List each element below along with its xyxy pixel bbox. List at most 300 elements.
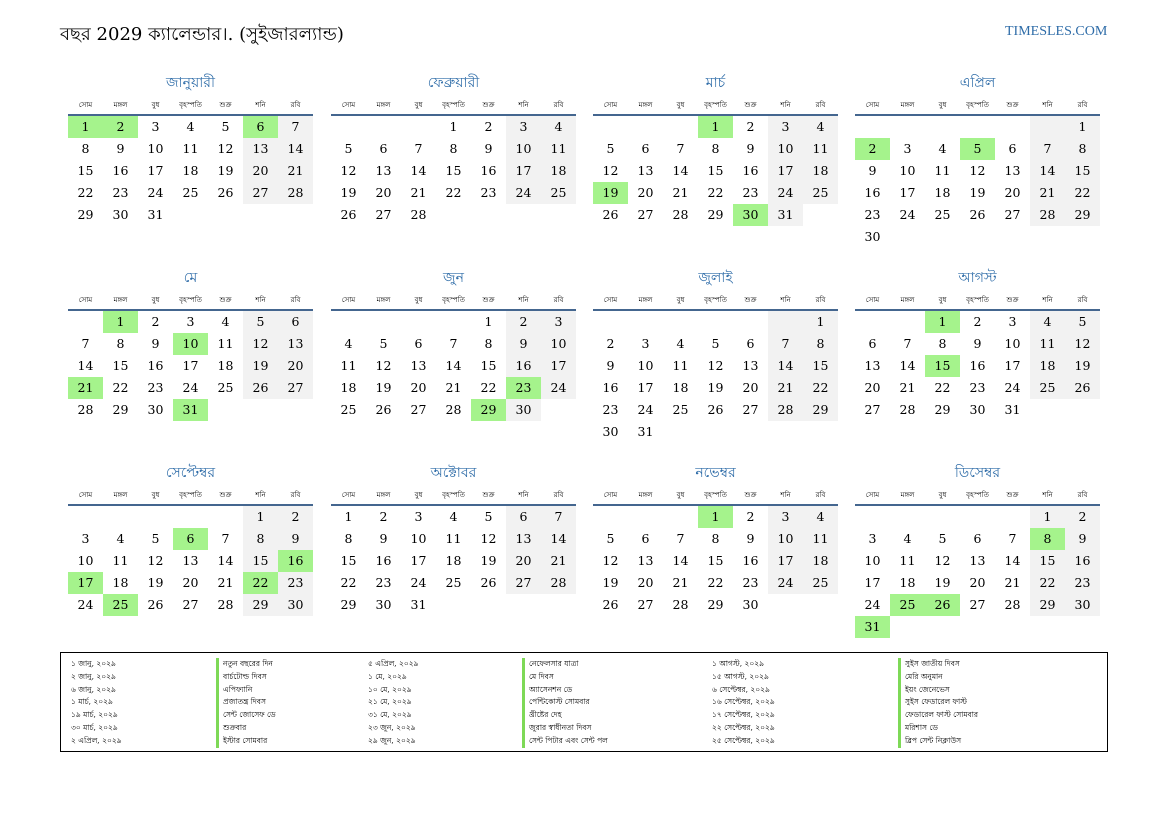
day-cell: 10 (1004, 336, 1021, 351)
day-cell: 4 (344, 336, 353, 351)
day-cell: 13 (1004, 163, 1021, 178)
day-cell: 3 (186, 314, 195, 329)
holiday-date: ২ জানু, ২০২৯ (71, 671, 116, 681)
month-name: জুন (443, 270, 464, 286)
day-cell: 18 (934, 185, 951, 200)
holiday-date: ১০ মে, ২০২৯ (368, 684, 412, 694)
day-cell: 18 (445, 553, 462, 568)
day-cell: 1 (1065, 116, 1100, 138)
day-cell: 3 (768, 506, 803, 528)
holiday-date: ৫ এপ্রিল, ২০২৯ (368, 659, 419, 668)
empty-cell (366, 116, 401, 138)
day-cell: 28 (77, 402, 94, 417)
empty-cell (855, 506, 890, 528)
holiday-name: সুইস ফেডারেল ফাস্ট (898, 696, 978, 709)
day-cell: 4 (186, 119, 195, 134)
day-cell: 12 (340, 163, 357, 178)
day-cell: 7 (676, 531, 685, 546)
month-block (855, 73, 1100, 248)
weekday-label: সোম (865, 296, 880, 304)
day-cell: 1 (344, 509, 353, 524)
day-cell: 3 (414, 509, 423, 524)
day-cell: 5 (379, 336, 388, 351)
empty-cell (173, 506, 208, 528)
day-cell: 2 (606, 336, 615, 351)
day-cell: 14 (278, 138, 313, 160)
empty-cell (401, 116, 436, 138)
month-block (68, 463, 313, 616)
day-cell: 16 (742, 553, 759, 568)
weekday-label: শনি (518, 296, 529, 304)
day-cell: 15 (803, 355, 838, 377)
day-cell: 20 (278, 355, 313, 377)
day-cell: 10 (637, 358, 654, 373)
weekday-label: বৃহস্পতি (442, 101, 465, 109)
day-cell: 19 (707, 380, 724, 395)
holiday-day-cell: 6 (243, 116, 278, 138)
weekday-label: রবি (815, 296, 826, 304)
day-cell: 1 (243, 506, 278, 528)
day-cell: 22 (480, 380, 497, 395)
day-cell: 16 (602, 380, 619, 395)
weekday-label: বৃহস্পতি (704, 491, 727, 499)
day-cell: 27 (375, 207, 392, 222)
weekday-label: বৃহস্পতি (704, 101, 727, 109)
day-cell: 27 (969, 597, 986, 612)
day-cell: 1 (449, 119, 458, 134)
day-cell: 28 (410, 207, 427, 222)
day-cell: 28 (899, 402, 916, 417)
empty-cell (593, 506, 628, 528)
day-cell: 24 (506, 182, 541, 204)
day-cell: 27 (410, 402, 427, 417)
day-cell: 29 (243, 594, 278, 616)
empty-cell (68, 506, 103, 528)
day-cell: 4 (803, 116, 838, 138)
brand-link[interactable]: TIMESLES.COM (1005, 24, 1108, 39)
day-cell: 19 (969, 185, 986, 200)
empty-cell (401, 311, 436, 333)
day-cell: 12 (602, 553, 619, 568)
holiday-name-column (522, 658, 608, 748)
day-cell: 27 (182, 597, 199, 612)
month-name: ডিসেম্বর (954, 465, 1001, 481)
weekday-label: বৃহস্পতি (179, 101, 202, 109)
day-grid (331, 506, 576, 616)
holiday-name: বার্চটোল্ড দিবস (216, 671, 276, 684)
day-cell: 9 (746, 141, 755, 156)
day-cell: 6 (506, 506, 541, 528)
empty-cell (995, 506, 1030, 528)
day-cell: 26 (147, 597, 164, 612)
day-cell: 11 (112, 553, 129, 568)
day-cell: 27 (278, 377, 313, 399)
holiday-name: ইস্টার সোমবার (216, 735, 276, 748)
day-cell: 31 (768, 204, 803, 226)
weekday-label: মঙ্গল (376, 296, 391, 304)
day-cell: 23 (112, 185, 129, 200)
weekday-label: সোম (78, 101, 93, 109)
holiday-date: ১৭ সেপ্টেম্বর, ২০২৯ (712, 710, 775, 720)
weekday-header (68, 486, 313, 506)
day-cell: 16 (742, 163, 759, 178)
holiday-date-column (712, 658, 775, 748)
day-cell: 3 (151, 119, 160, 134)
day-cell: 10 (410, 531, 427, 546)
holiday-name: মে দিবস (522, 671, 608, 684)
day-cell: 4 (938, 141, 947, 156)
day-cell: 13 (278, 333, 313, 355)
day-cell: 25 (934, 207, 951, 222)
empty-cell (733, 311, 768, 333)
day-cell: 14 (410, 163, 427, 178)
day-cell: 22 (1065, 182, 1100, 204)
weekday-label: বৃহস্পতি (442, 296, 465, 304)
day-cell: 23 (375, 575, 392, 590)
day-cell: 8 (711, 141, 720, 156)
weekday-header (855, 291, 1100, 311)
day-cell: 30 (278, 594, 313, 616)
day-cell: 14 (217, 553, 234, 568)
holiday-day-cell: 31 (173, 399, 208, 421)
day-cell: 18 (1030, 355, 1065, 377)
weekday-label: শনি (780, 491, 791, 499)
day-grid (68, 116, 313, 226)
weekday-label: রবি (553, 101, 564, 109)
day-cell: 18 (899, 575, 916, 590)
day-cell: 10 (768, 528, 803, 550)
day-cell: 23 (480, 185, 497, 200)
day-cell: 20 (637, 185, 654, 200)
day-cell: 11 (445, 531, 462, 546)
month-name: অক্টোবর (430, 465, 477, 481)
day-cell: 30 (969, 402, 986, 417)
day-cell: 8 (81, 141, 90, 156)
day-cell: 16 (375, 553, 392, 568)
day-cell: 17 (147, 163, 164, 178)
empty-cell (593, 311, 628, 333)
day-cell: 5 (1065, 311, 1100, 333)
day-cell: 16 (864, 185, 881, 200)
day-cell: 17 (899, 185, 916, 200)
weekday-header (331, 486, 576, 506)
day-cell: 13 (742, 358, 759, 373)
weekday-label: বৃহস্পতি (966, 491, 989, 499)
day-cell: 14 (1004, 553, 1021, 568)
holiday-list (60, 652, 1108, 752)
page-title: বছর 2029 ক্যালেন্ডার।. (সুইজারল্যান্ড) (60, 24, 344, 45)
day-cell: 5 (484, 509, 493, 524)
weekday-label: বৃহস্পতি (704, 296, 727, 304)
day-cell: 21 (672, 575, 689, 590)
weekday-header (68, 291, 313, 311)
holiday-date-column (368, 658, 419, 748)
day-cell: 7 (81, 336, 90, 351)
holiday-day-cell: 22 (243, 572, 278, 594)
day-cell: 14 (672, 163, 689, 178)
day-cell: 24 (864, 597, 881, 612)
day-cell: 13 (182, 553, 199, 568)
day-cell: 26 (969, 207, 986, 222)
holiday-date: ৬ জানু, ২০২৯ (71, 684, 116, 694)
day-cell: 8 (938, 336, 947, 351)
month-block (855, 268, 1100, 421)
day-cell: 26 (243, 377, 278, 399)
day-cell: 9 (506, 333, 541, 355)
day-cell: 27 (742, 402, 759, 417)
day-cell: 22 (707, 185, 724, 200)
holiday-date: ২ এপ্রিল, ২০২৯ (71, 735, 122, 745)
empty-cell (890, 116, 925, 138)
day-cell: 30 (602, 424, 619, 439)
day-cell: 5 (221, 119, 230, 134)
day-cell: 8 (711, 531, 720, 546)
empty-cell (436, 311, 471, 333)
day-cell: 11 (899, 553, 916, 568)
weekday-label: শুক্র (482, 491, 495, 499)
holiday-date: ২৩ জুন, ২০২৯ (368, 722, 416, 732)
weekday-header (855, 486, 1100, 506)
day-cell: 14 (445, 358, 462, 373)
holiday-date: ৬ সেপ্টেম্বর, ২০২৯ (712, 684, 770, 694)
day-cell: 16 (112, 163, 129, 178)
weekday-label: শনি (255, 101, 266, 109)
day-cell: 29 (803, 399, 838, 421)
day-cell: 25 (541, 182, 576, 204)
day-cell: 21 (899, 380, 916, 395)
day-cell: 24 (768, 572, 803, 594)
holiday-name: সেন্ট পিটার এবং সেন্ট পল (522, 735, 608, 748)
holiday-day-cell: 15 (925, 355, 960, 377)
day-cell: 29 (1030, 594, 1065, 616)
weekday-label: মঙ্গল (376, 101, 391, 109)
day-cell: 18 (803, 550, 838, 572)
day-cell: 15 (480, 358, 497, 373)
empty-cell (890, 506, 925, 528)
weekday-label: শনি (1042, 296, 1053, 304)
empty-cell (855, 311, 890, 333)
day-cell: 5 (344, 141, 353, 156)
weekday-label: বুধ (676, 296, 685, 304)
day-cell: 27 (637, 207, 654, 222)
weekday-label: রবি (1077, 101, 1088, 109)
empty-cell (103, 506, 138, 528)
day-cell: 9 (484, 141, 493, 156)
holiday-name: নতুন বছরের দিন (216, 658, 276, 671)
weekday-header (331, 96, 576, 116)
day-cell: 28 (1004, 597, 1021, 612)
day-cell: 16 (1065, 550, 1100, 572)
weekday-label: রবি (815, 491, 826, 499)
day-cell: 19 (243, 355, 278, 377)
day-cell: 12 (375, 358, 392, 373)
holiday-day-cell: 25 (890, 594, 925, 616)
day-cell: 22 (707, 575, 724, 590)
month-block (68, 268, 313, 421)
weekday-label: মঙ্গল (900, 101, 915, 109)
day-cell: 5 (151, 531, 160, 546)
weekday-label: শুক্র (219, 101, 232, 109)
weekday-label: সোম (603, 296, 618, 304)
day-cell: 20 (375, 185, 392, 200)
day-cell: 24 (899, 207, 916, 222)
day-cell: 10 (864, 553, 881, 568)
day-cell: 10 (77, 553, 94, 568)
day-cell: 3 (506, 116, 541, 138)
holiday-day-cell: 25 (103, 594, 138, 616)
day-cell: 21 (1030, 182, 1065, 204)
day-cell: 7 (541, 506, 576, 528)
holiday-date: ১৯ মার্চ, ২০২৯ (71, 710, 118, 720)
weekday-label: মঙ্গল (113, 491, 128, 499)
day-cell: 16 (506, 355, 541, 377)
empty-cell (855, 116, 890, 138)
day-cell: 21 (541, 550, 576, 572)
day-cell: 27 (506, 572, 541, 594)
holiday-day-cell: 1 (103, 311, 138, 333)
day-cell: 30 (1065, 594, 1100, 616)
empty-cell (663, 506, 698, 528)
day-cell: 24 (147, 185, 164, 200)
empty-cell (628, 116, 663, 138)
month-name: জানুয়ারী (166, 75, 215, 91)
day-cell: 21 (217, 575, 234, 590)
weekday-label: বুধ (938, 296, 947, 304)
holiday-day-cell: 21 (68, 377, 103, 399)
day-cell: 25 (803, 182, 838, 204)
day-cell: 23 (602, 402, 619, 417)
weekday-label: মঙ্গল (113, 296, 128, 304)
holiday-name: শুক্রবার (216, 722, 276, 735)
holiday-date: ১ মে, ২০২৯ (368, 671, 407, 681)
holiday-name: মরিশাস ডে (898, 722, 978, 735)
day-cell: 10 (899, 163, 916, 178)
holiday-date: ১৬ সেপ্টেম্বর, ২০২৯ (712, 697, 775, 707)
day-cell: 23 (742, 185, 759, 200)
day-cell: 3 (1008, 314, 1017, 329)
day-cell: 27 (637, 597, 654, 612)
empty-cell (960, 116, 995, 138)
weekday-label: রবি (1077, 296, 1088, 304)
day-cell: 21 (768, 377, 803, 399)
day-cell: 9 (746, 531, 755, 546)
day-cell: 25 (182, 185, 199, 200)
day-cell: 18 (541, 160, 576, 182)
day-cell: 29 (112, 402, 129, 417)
holiday-day-cell: 17 (68, 572, 103, 594)
day-cell: 21 (410, 185, 427, 200)
day-cell: 8 (344, 531, 353, 546)
day-cell: 6 (379, 141, 388, 156)
day-cell: 11 (217, 336, 234, 351)
day-cell: 20 (243, 160, 278, 182)
weekday-label: শুক্র (1006, 491, 1019, 499)
day-cell: 26 (602, 207, 619, 222)
day-cell: 9 (868, 163, 877, 178)
holiday-day-cell: 1 (68, 116, 103, 138)
day-cell: 17 (768, 550, 803, 572)
day-cell: 19 (340, 185, 357, 200)
day-cell: 24 (541, 377, 576, 399)
day-cell: 13 (864, 358, 881, 373)
empty-cell (960, 506, 995, 528)
day-cell: 9 (151, 336, 160, 351)
day-cell: 6 (1008, 141, 1017, 156)
day-cell: 6 (414, 336, 423, 351)
day-cell: 13 (375, 163, 392, 178)
day-cell: 12 (969, 163, 986, 178)
weekday-header (593, 486, 838, 506)
day-cell: 2 (746, 119, 755, 134)
holiday-day-cell: 23 (506, 377, 541, 399)
empty-cell (663, 116, 698, 138)
day-grid (331, 116, 576, 226)
day-cell: 2 (973, 314, 982, 329)
day-cell: 17 (1004, 358, 1021, 373)
day-cell: 16 (969, 358, 986, 373)
day-cell: 31 (147, 207, 164, 222)
day-cell: 15 (77, 163, 94, 178)
day-cell: 17 (637, 380, 654, 395)
day-cell: 5 (606, 531, 615, 546)
weekday-label: রবি (1077, 491, 1088, 499)
day-cell: 24 (77, 597, 94, 612)
holiday-date: ২১ মে, ২০২৯ (368, 697, 412, 707)
day-cell: 21 (672, 185, 689, 200)
holiday-day-cell: 19 (593, 182, 628, 204)
day-cell: 15 (1030, 550, 1065, 572)
day-cell: 15 (445, 163, 462, 178)
day-cell: 27 (1004, 207, 1021, 222)
weekday-label: বুধ (938, 101, 947, 109)
day-cell: 27 (243, 182, 278, 204)
day-cell: 2 (278, 506, 313, 528)
day-cell: 20 (969, 575, 986, 590)
day-cell: 13 (506, 528, 541, 550)
weekday-label: রবি (815, 101, 826, 109)
weekday-label: মঙ্গল (638, 491, 653, 499)
weekday-label: শুক্র (744, 296, 757, 304)
day-cell: 5 (606, 141, 615, 156)
weekday-label: শুক্র (744, 491, 757, 499)
day-cell: 2 (379, 509, 388, 524)
day-cell: 15 (1065, 160, 1100, 182)
weekday-header (593, 96, 838, 116)
day-cell: 15 (112, 358, 129, 373)
day-cell: 2 (151, 314, 160, 329)
day-cell: 10 (147, 141, 164, 156)
day-cell: 25 (672, 402, 689, 417)
day-cell: 29 (707, 207, 724, 222)
holiday-name: পেন্টিকোস্ট সোমবার (522, 696, 608, 709)
day-grid (855, 506, 1100, 638)
day-cell: 12 (147, 553, 164, 568)
day-cell: 13 (243, 138, 278, 160)
month-block (331, 463, 576, 616)
day-grid (855, 311, 1100, 421)
day-cell: 14 (541, 528, 576, 550)
day-cell: 25 (217, 380, 234, 395)
weekday-label: সোম (603, 491, 618, 499)
day-cell: 9 (1065, 528, 1100, 550)
weekday-label: বৃহস্পতি (966, 296, 989, 304)
weekday-label: বুধ (414, 491, 423, 499)
day-cell: 10 (768, 138, 803, 160)
holiday-name-column (898, 658, 978, 748)
day-cell: 26 (375, 402, 392, 417)
day-cell: 30 (112, 207, 129, 222)
day-cell: 20 (410, 380, 427, 395)
